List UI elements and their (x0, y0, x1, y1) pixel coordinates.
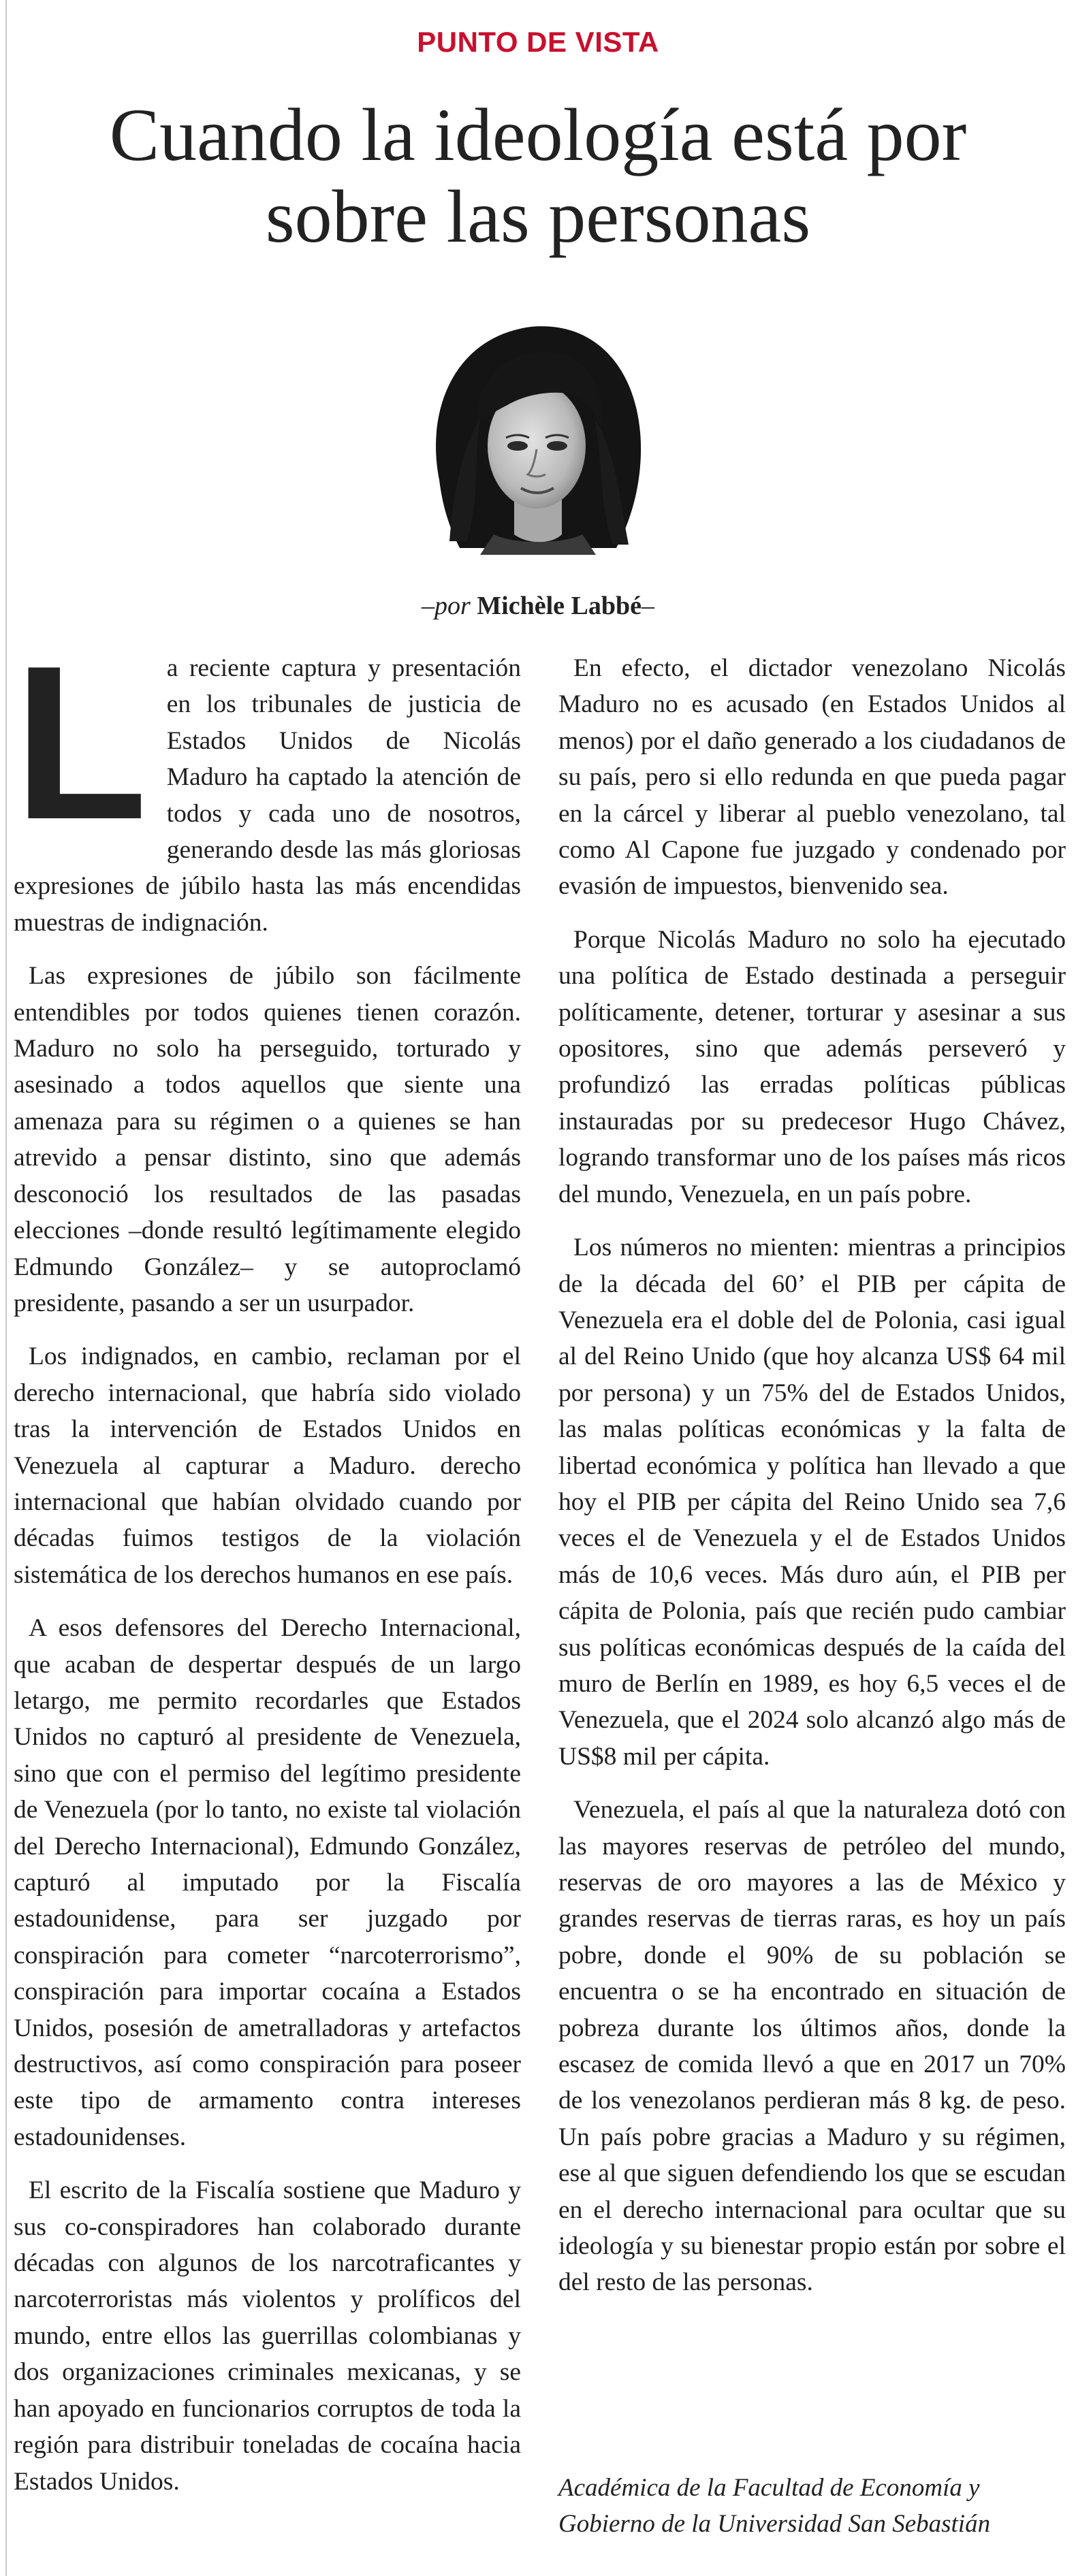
byline-author: Michèle Labbé (477, 592, 642, 620)
article-column-right (558, 650, 1066, 2318)
byline-suffix: – (642, 592, 654, 620)
paragraph: A esos defensores del Derecho Internacional, que acaban de despertar después de un largo letargo, me permito recordarles que Estados Unidos no capturó al presidente de Venezuela, sino que con el permiso del legítimo presidente de Venezuela (por lo tanto, no existe tal violación del Derecho Internacional), Edmundo González, capturó al imputado por la Fiscalía estadounidense, para ser juzgado por conspiración para cometer “narcoterrorismo”, conspiración para importar cocaína a Estados Unidos, posesión de ametralladoras y artefactos destructivos, así como conspiración para poseer este tipo de armamento contra intereses estadounidenses. (14, 1614, 521, 2151)
paragraph: La reciente captura y presentación en los tribunales de justicia de Estados Unidos de Nicolás Maduro ha captado la atención de todos y cada uno de nosotros, generando desde las más gloriosas expresiones de júbilo hasta las más encendidas muestras de indignación. (14, 621, 521, 937)
paragraph: Porque Nicolás Maduro no solo ha ejecutado una política de Estado destinada a perseguir políticamente, detener, torturar y asesinar a sus opositores, sino que además perseveró y profundizó las erradas políticas públicas instauradas por su predecesor Hugo Chávez, logrando transformar uno de los países más ricos del mundo, Venezuela, en un país pobre. (558, 925, 1066, 1208)
paragraph: Los números no mienten: mientras a principios de la década del 60’ el PIB per cápita de Venezuela era el doble del de Polonia, casi igual al del Reino Unido (que hoy alcanza US$ 64 mil por persona) y un 75% del de Estados Unidos, las malas políticas económicas y la falta de libertad económica y política han llevado a que hoy el PIB per cápita del Reino Unido sea 7,6 veces el de Venezuela y el de Estados Unidos más de 10,6 veces. Más duro aún, el PIB per cápita de Polonia, país que recién pudo cambiar sus políticas económicas después de la caída del muro de Berlín en 1989, es hoy 6,5 veces el de Venezuela, que el 2024 solo alcanzó algo más de US$8 mil per cápita. (558, 1234, 1066, 1771)
paragraph: En efecto, el dictador venezolano Nicolás Maduro no es acusado (en Estados Unidos al menos) por el daño generado a los ciudadanos de su país, pero si ello redunda en que pueda pagar en la cárcel y liberar al pueblo venezolano, tal como Al Capone fue juzgado y condenado por evasión de impuestos, bienvenido sea. (558, 654, 1066, 901)
paragraph: Los indignados, en cambio, reclaman por el derecho internacional, que habría sido violado tras la intervención de Estados Unidos en Venezuela al capturar a Maduro. derecho internacional que habían olvidado cuando por décadas fuimos testigos de la violación sistemática de los derechos humanos en ese país. (14, 1342, 521, 1589)
author-affiliation: Académica de la Facultad de Economía y Gobierno de la Universidad San Sebastián (558, 2474, 991, 2538)
column-rule (5, 0, 7, 2576)
byline (0, 591, 1076, 621)
paragraph: Las expresiones de júbilo son fácilmente entendibles por todos quienes tienen corazón. Maduro no solo ha perseguido, torturado y asesinado a todos aquellos que siente una amenaza para su régimen o a quienes se han atrevido a pensar distinto, sino que además desconoció los resultados de las pasadas elecciones –donde resultó legítimamente elegido Edmundo González– y se autoproclamó presidente, pasando a ser un usurpador. (14, 962, 521, 1317)
section-label: PUNTO DE VISTA (417, 26, 659, 58)
author-portrait (412, 310, 664, 555)
headline: Cuando la ideología está por sobre las personas (109, 93, 967, 258)
article-column-left (14, 621, 521, 2517)
byline-prefix: –por (422, 592, 471, 620)
paragraph: Venezuela, el país al que la naturaleza dotó con las mayores reservas de petróleo del mundo, reservas de oro mayores a las de México y grandes reservas de tierras raras, es hoy un país pobre, donde el 90% de su población se encuentra o se ha encontrado en situación de pobreza durante los últimos años, donde la escasez de comida llevó a que en 2017 un 70% de los venezolanos perdieran más 8 kg. de peso. Un país pobre gracias a Maduro y su régimen, ese al que siguen defendiendo los que se escudan en el derecho internacional para ocultar que su ideología y su bienestar propio están por sobre el del resto de las personas. (558, 1796, 1066, 2297)
paragraph: El escrito de la Fiscalía sostiene que Maduro y sus co-conspiradores han colaborado durante décadas con algunos de los narcotraficantes y narcoterroristas más violentos y prolíficos del mundo, entre ellos las guerrillas colombianas y dos organizaciones criminales mexicanas, y se han apoyado en funcionarios corruptos de toda la región para distribuir toneladas de cocaína hacia Estados Unidos. (14, 2176, 521, 2496)
